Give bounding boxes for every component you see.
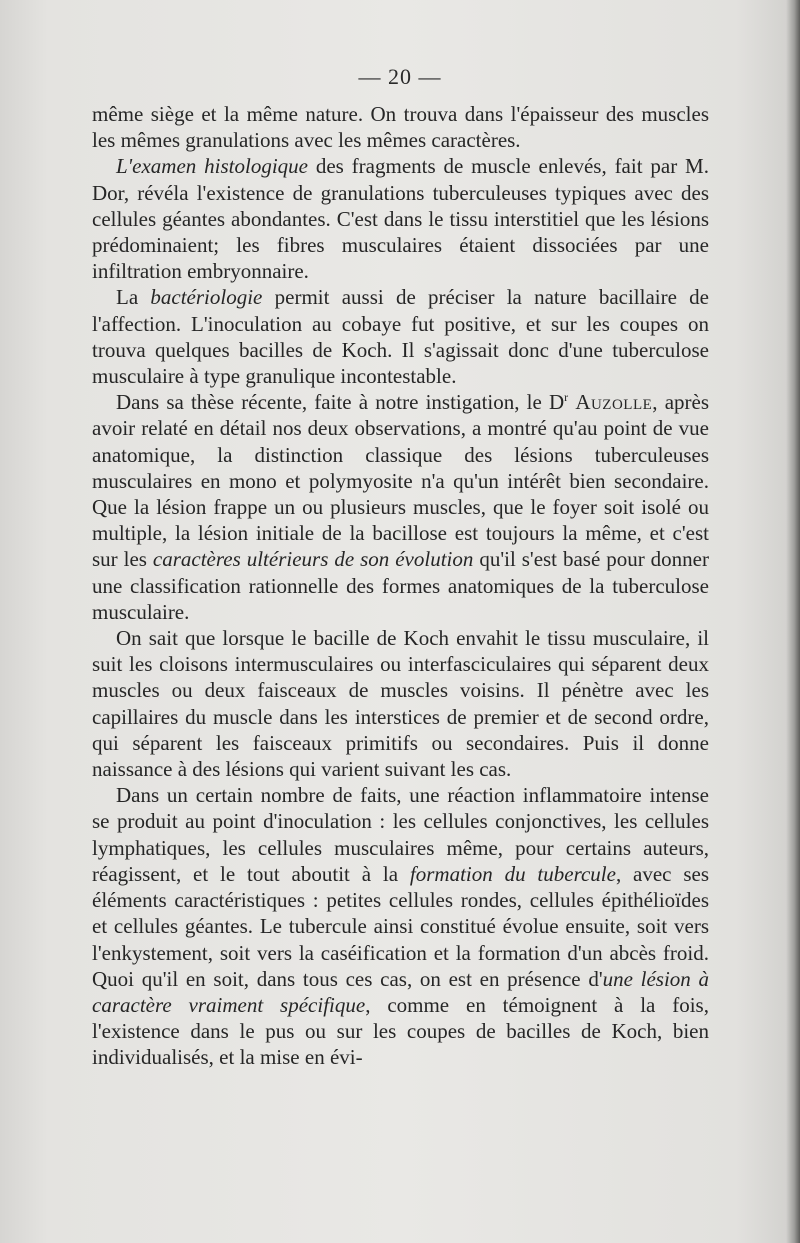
paragraph-text: On sait que lorsque le bacille de Koch envahit le tissu musculaire, il suit les cloisons intermusculaires ou interfasciculaires qui séparent deux muscles ou deux faisceaux de muscles voisins. Il pénètre avec les capillaires du muscle dans les interstices de premier et de second ordre, qui séparent les faisceaux primitifs ou secondaires. Puis il donne naissance à des lésions qui varient suivant les cas. — [92, 626, 709, 782]
paragraph-text: des fragments de muscle enlevés, fait par M. Dor, révéla l'existence de granulations tuberculeuses typiques avec des cellules géantes abondantes. C'est dans le tissu interstitiel que les lésions prédominaient; les fibres musculaires étaient dissociées par une infiltration embryonnaire. — [92, 154, 709, 284]
paragraph-text: Dans un certain nombre de faits, une réaction inflammatoire intense se produit au point d'inoculation : les cellules conjonctives, les cellules lymphatiques, les cellules musculaires même, pour certains auteurs, réagissent, et le tout aboutit à la — [92, 783, 709, 886]
italic-phrase: une lésion à caractère vraiment spécifique — [92, 966, 710, 1017]
italic-phrase: bactériologie — [150, 285, 263, 310]
italic-phrase: L'examen histologique — [116, 154, 308, 179]
paragraph-5 — [92, 625, 709, 782]
paragraph-3 — [92, 284, 709, 389]
paragraph-1 — [92, 101, 709, 153]
paragraph-text: qu'il s'est basé pour donner une classification rationnelle des formes anatomiques de la tuberculose musculaire. — [92, 547, 709, 624]
italic-phrase: formation du tubercule — [409, 861, 616, 886]
body-text — [92, 101, 709, 1071]
paragraph-text: , comme en témoignent à la fois, l'existence dans le pus ou sur les coupes de bacilles de Koch, bien individualisés, et la mise en évi- — [92, 992, 709, 1070]
paragraph-text: , avec ses éléments caractéristiques : petites cellules rondes, cellules épithélioïdes et cellules géantes. Le tubercule ainsi constitué évolue ensuite, soit vers l'enkystement, soit vers la caséification et la formation d'un abcès froid. Quoi qu'il en soit, dans tous ces cas, on est en présence d' — [92, 861, 709, 991]
page-edge-shadow — [786, 0, 800, 1243]
page-number: — 20 — — [358, 64, 442, 89]
paragraph-text: Dans sa thèse récente, faite à notre instigation, le D — [116, 390, 565, 415]
italic-phrase: caractères ultérieurs de son évolution — [152, 547, 474, 572]
paragraph-6 — [92, 782, 709, 1070]
paragraph-text: permit aussi de préciser la nature bacillaire de l'affection. L'inoculation au cobaye fut positive, et sur les coupes on trouva quelques bacilles de Koch. Il s'agissait donc d'une tuberculose musculaire à type granulique incontestable. — [92, 285, 710, 389]
superscript: r — [564, 390, 569, 405]
paragraph-text: La — [116, 285, 151, 310]
paragraph-4 — [92, 389, 709, 625]
paragraph-2 — [92, 153, 709, 284]
paragraph-text: même siège et la même nature. On trouva dans l'épaisseur des muscles les mêmes granulations avec les mêmes caractères. — [92, 102, 709, 153]
paragraph-text: , après avoir relaté en détail nos deux observations, a montré qu'au point de vue anatomique, la distinction classique des lésions tuberculeuses musculaires en mono et polymyosite n'a qu'un intérêt bien secondaire. Que la lésion frappe un ou plusieurs muscles, que le foyer soit isolé ou multiple, la lésion initiale de la bacillose est toujours la même, et c'est sur les — [92, 390, 710, 572]
author-name: Auzolle — [575, 390, 653, 415]
